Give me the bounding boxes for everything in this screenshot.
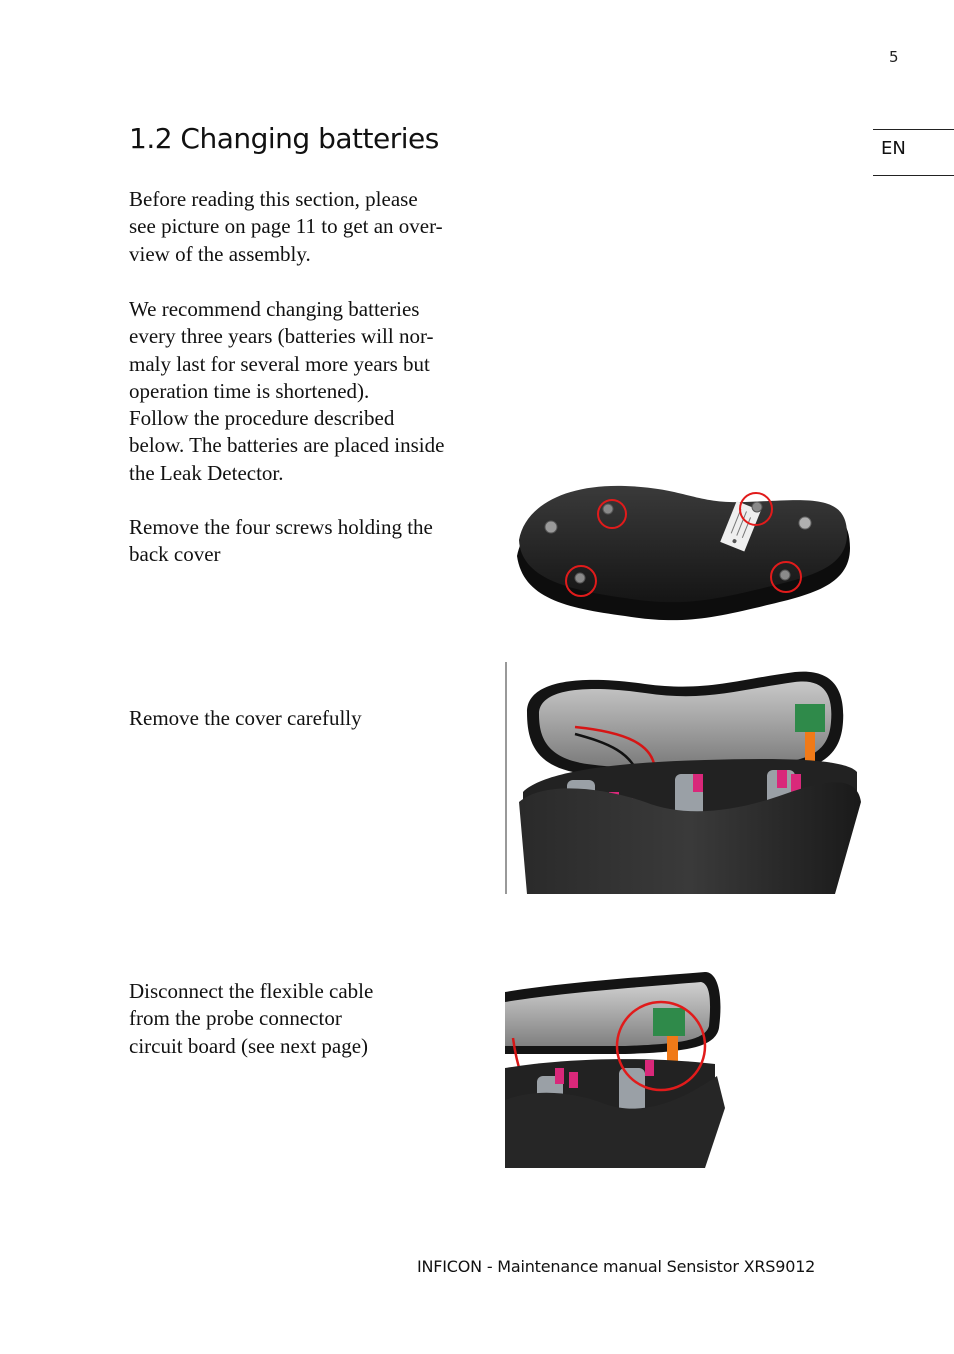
page-number: 5 [889,48,899,66]
battery-terminal [693,774,703,792]
text-line: Before reading this section, please [129,187,418,211]
photo-edge [505,662,507,894]
circuit-board [795,704,825,732]
text-line: We recommend changing batteries [129,297,420,321]
language-tab: EN [881,138,906,159]
open-housing-photo [505,662,870,894]
language-tab-rule-bottom [873,175,954,176]
text-line: every three years (batteries will nor- [129,324,434,349]
text-line: below. The batteries are placed inside [129,433,445,458]
screw [799,517,811,529]
screw [752,502,762,512]
text-line: Follow the procedure described [129,406,395,431]
text-line: see picture on page 11 to get an over- [129,214,443,239]
text-line: operation time is shortened). [129,378,370,403]
text-line: Remove the cover carefully [129,706,362,730]
text-line: maly last for several more years but [129,351,430,376]
circuit-board [653,1008,685,1036]
back-cover-photo [505,478,855,630]
battery-terminal [645,1060,654,1076]
flex-cable-photo [505,968,727,1168]
section-title: 1.2 Changing batteries [129,122,439,155]
battery-terminal [777,770,787,788]
text-line: the Leak Detector. [129,460,284,485]
text-line: back cover [129,542,221,567]
screw [575,573,585,583]
screw [545,521,557,533]
screw [603,504,613,514]
text-line: Disconnect the flexible cable [129,979,374,1003]
battery-terminal [555,1068,564,1084]
step-disconnect-cable [129,978,474,1060]
intro-paragraph [129,186,474,268]
text-line: from the probe connector [129,1006,342,1031]
text-line: circuit board (see next page) [129,1033,369,1058]
battery-terminal [569,1072,578,1088]
step-remove-cover [129,705,474,732]
footer: INFICON - Maintenance manual Sensistor XRS9012 [417,1257,816,1276]
step-remove-screws [129,514,474,569]
screw [780,570,790,580]
recommendation-paragraph [129,296,474,487]
language-tab-rule-top [873,129,954,130]
text-line: view of the assembly. [129,241,311,266]
text-line: Remove the four screws holding the [129,515,433,539]
